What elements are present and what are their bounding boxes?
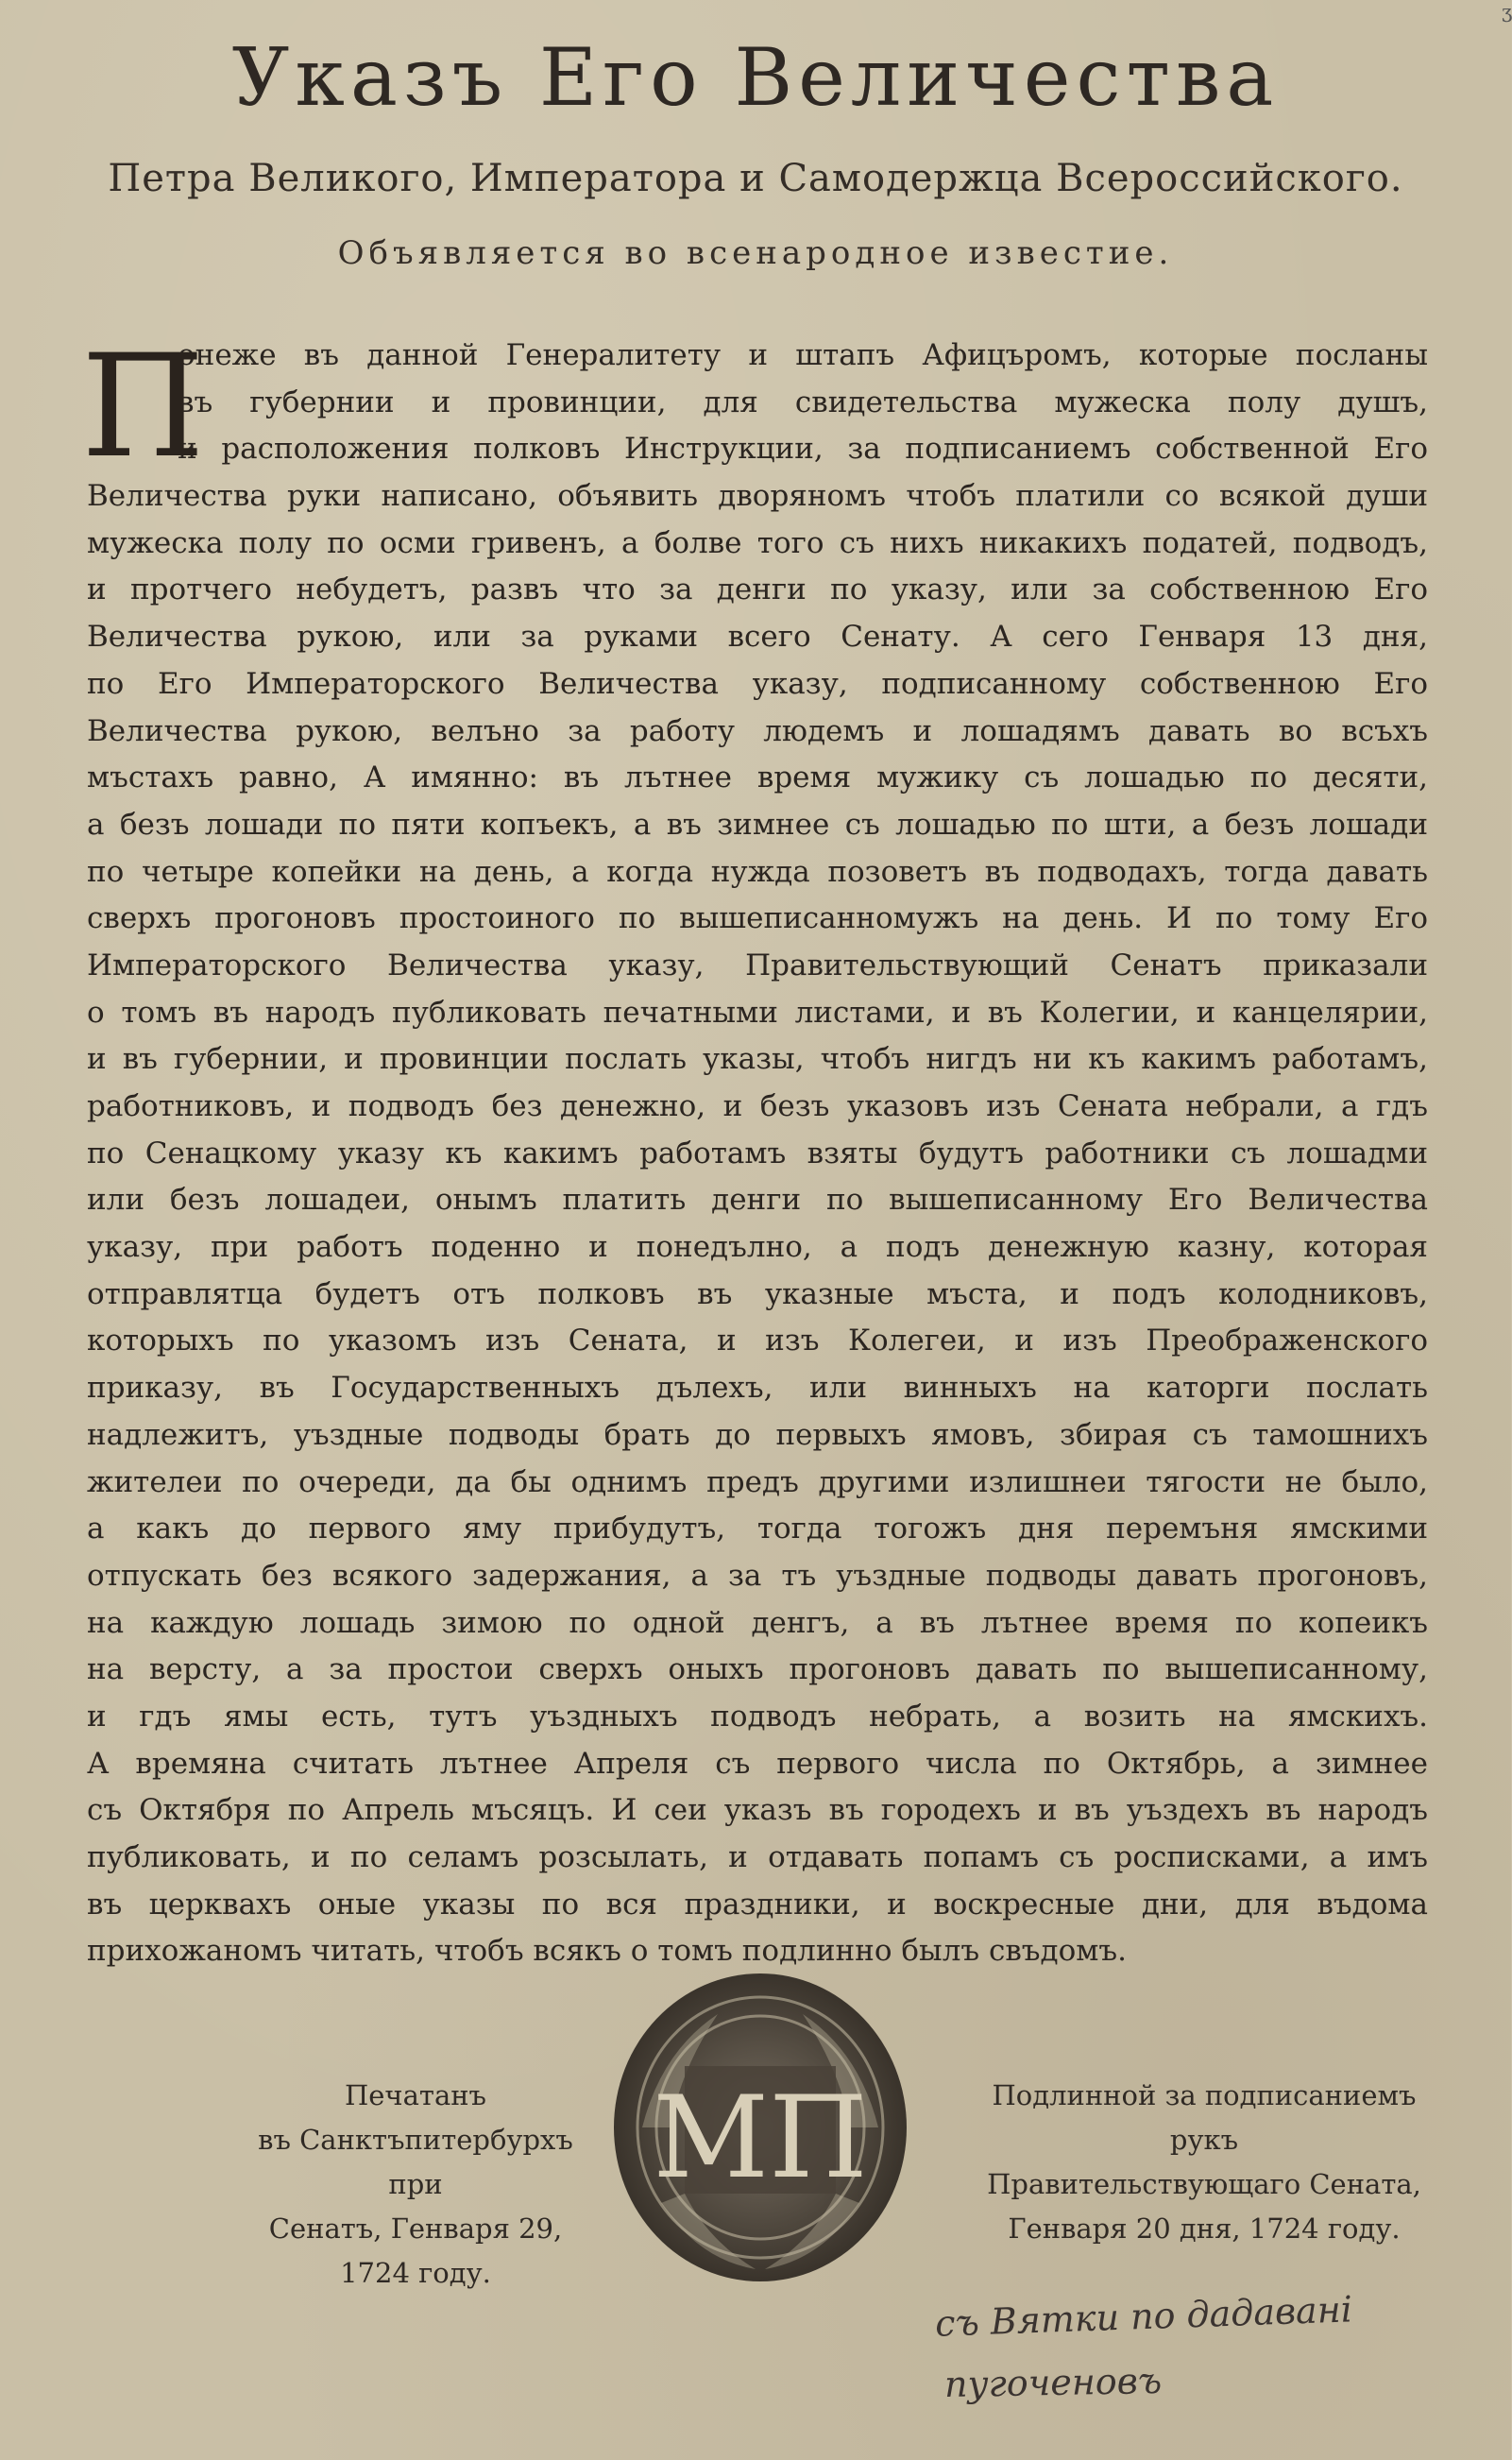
imprint-left-line: Сенатъ, Генваря 29, 1724 году.: [268, 2212, 563, 2289]
body-line: на версту, а за простои сверхъ оныхъ прогоновъ давать по вышеписанному,: [87, 1652, 1428, 1687]
imprint-left: [236, 2074, 595, 2296]
announcement-line: Объявляется во всенародное известие.: [337, 234, 1174, 272]
seal-monogram: МП: [653, 2073, 868, 2204]
body-line: которыхъ по указомъ изъ Сената, и изъ Колегеи, и изъ Преображенского: [87, 1324, 1428, 1358]
body-line: Величества рукою, или за руками всего Сенату. А сего Генваря 13 дня,: [87, 620, 1428, 655]
signature-line: съ Вятки по дадаванi: [934, 2288, 1353, 2345]
body-line: съ Октября по Апрель мъсяцъ. И сеи указъ въ городехъ и въ уъздехъ въ народъ: [87, 1793, 1428, 1828]
decree-subtitle: Петра Великого, Императора и Самодержца Всероссийского.: [108, 157, 1403, 200]
body-line: въ церквахъ оные указы по вся праздники, и воскресные дни, для въдома: [87, 1887, 1428, 1922]
imprint-left-line: Печатанъ: [344, 2079, 487, 2111]
body-line: на каждую лошадь зимою по одной денгъ, а въ лътнее время по копеикъ: [87, 1605, 1428, 1640]
decree-title: Указъ Его Величества: [231, 31, 1280, 124]
body-line: указу, при работъ поденно и понедълно, а подъ денежную казну, которая: [87, 1230, 1428, 1265]
body-line: жителеи по очереди, да бы однимъ предъ другими излишнеи тягости не было,: [87, 1464, 1428, 1499]
body-line: А времяна считать лътнее Апреля съ первого числа по Октябрь, а зимнее: [87, 1746, 1428, 1781]
imprint-left-line: въ Санктъпитербурхъ при: [258, 2124, 573, 2200]
body-line: и въ губернии, и провинции послать указы, чтобъ нигдъ ни къ какимъ работамъ,: [87, 1042, 1428, 1077]
body-line: и расположения полковъ Инструкции, за подписаниемъ собственной Его: [178, 432, 1428, 467]
seal-emblem-icon: [604, 1967, 916, 2288]
imprint-right-line: Правительствующаго Сената,: [987, 2168, 1421, 2200]
decree-body: [81, 325, 1428, 1975]
handwritten-signature: [934, 2288, 1483, 2437]
signature-line: пугоченовъ: [943, 2359, 1163, 2406]
body-line: въ губернии и провинции, для свидетельства мужеска полу душъ,: [178, 384, 1428, 419]
body-line: приказу, въ Государственныхъ дълехъ, или винныхъ на каторги послать: [87, 1371, 1428, 1406]
body-line: о томъ въ народъ публиковать печатными листами, и въ Колегии, и канцелярии,: [87, 995, 1428, 1030]
body-line: а какъ до первого яму прибудутъ, тогда тогожъ дня перемъня ямскими: [87, 1512, 1428, 1546]
body-line: по Его Императорского Величества указу, подписанному собственною Его: [87, 666, 1428, 701]
drop-cap: П: [81, 325, 205, 489]
body-line: публиковать, и по селамъ розсылать, и отдавать попамъ съ росписками, а имъ: [87, 1840, 1428, 1874]
imprint-right-line: Генваря 20 дня, 1724 году.: [1008, 2212, 1401, 2245]
body-line: сверхъ прогоновъ простоиного по вышеписанномужъ на день. И по тому Его: [87, 901, 1428, 936]
body-line: по Сенацкому указу къ какимъ работамъ взяты будутъ работники съ лошадми: [87, 1136, 1428, 1170]
body-line: надлежитъ, уъздные подводы брать до первыхъ ямовъ, збирая съ тамошнихъ: [87, 1417, 1428, 1452]
body-line: отпускать без всякого задержания, а за тъ уъздные подводы давать прогоновъ,: [87, 1558, 1428, 1593]
imprint-right: [968, 2074, 1440, 2251]
body-line: мужеска полу по осми гривенъ, а болве того съ нихъ никакихъ податей, подводъ,: [87, 525, 1428, 560]
body-line: отправлятца будетъ отъ полковъ въ указные мъста, и подъ колодниковъ,: [87, 1276, 1428, 1311]
body-line: Императорского Величества указу, Правительствующий Сенатъ приказали: [87, 948, 1428, 982]
body-line: или безъ лошадеи, онымъ платить денги по вышеписанному Его Величества: [87, 1183, 1428, 1218]
edge-mark: ʒ: [1502, 0, 1512, 23]
body-line: Величества руки написано, объявить дворяномъ чтобъ платили со всякой души: [87, 479, 1428, 514]
body-line: по четыре копейки на день, а когда нужда позоветъ въ подводахъ, тогда давать: [87, 854, 1428, 889]
body-line: и гдъ ямы есть, тутъ уъздныхъ подводъ небрать, а возить на ямскихъ.: [87, 1699, 1428, 1734]
body-line: онеже въ данной Генералитету и штапъ Афицъромъ, которые посланы: [178, 338, 1428, 372]
body-line: а безъ лошади по пяти копъекъ, а въ зимнее съ лошадью по шти, а безъ лошади: [87, 807, 1428, 842]
imprint-right-line: Подлинной за подписаниемъ рукъ: [992, 2079, 1417, 2156]
body-line: и протчего небудетъ, развъ что за денги по указу, или за собственною Его: [87, 572, 1428, 607]
body-line: Величества рукою, велъно за работу людемъ и лошадямъ давать во всъхъ: [87, 713, 1428, 748]
body-line: прихожаномъ читать, чтобъ всякъ о томъ подлинно былъ свъдомъ.: [87, 1934, 1127, 1969]
body-line: работниковъ, и подводъ без денежно, и безъ указовъ изъ Сената небрали, а гдъ: [87, 1089, 1428, 1123]
body-line: мъстахъ равно, А имянно: въ лътнее время мужику съ лошадью по десяти,: [87, 760, 1428, 795]
